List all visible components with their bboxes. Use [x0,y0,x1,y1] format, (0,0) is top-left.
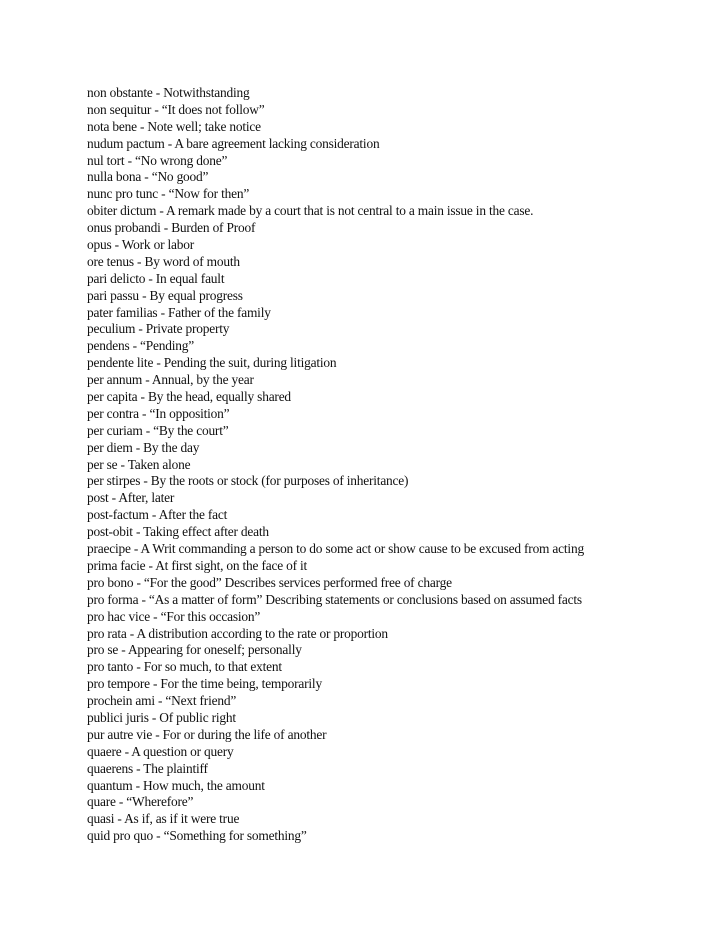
glossary-entry: ore tenus - By word of mouth [87,253,240,269]
glossary-entry: onus probandi - Burden of Proof [87,220,256,236]
glossary-entry: quare - “Wherefore” [87,794,194,810]
glossary-entry: post-obit - Taking effect after death [87,524,269,540]
glossary-entry: praecipe - A Writ commanding a person to do some act or show cause to be excused from acting [87,541,584,557]
glossary-list [87,85,707,845]
glossary-entry: quaere - A question or query [87,743,234,759]
glossary-entry: pro bono - “For the good” Describes services performed free of charge [87,574,452,590]
glossary-entry: non obstante - Notwithstanding [87,85,250,100]
glossary-entry: post-factum - After the fact [87,507,228,523]
glossary-entry: post - After, later [87,490,175,506]
glossary-entry: pro rata - A distribution according to the rate or proportion [87,625,388,641]
glossary-entry: pro tempore - For the time being, temporarily [87,676,322,692]
glossary-entry: pro hac vice - “For this occasion” [87,608,261,624]
glossary-entry: per se - Taken alone [87,456,191,472]
glossary-entry: obiter dictum - A remark made by a court that is not central to a main issue in the case. [87,203,534,219]
glossary-entry: nota bene - Note well; take notice [87,118,261,134]
glossary-entry: pro se - Appearing for oneself; personally [87,642,302,658]
glossary-entry: per annum - Annual, by the year [87,372,254,388]
glossary-entry: quasi - As if, as if it were true [87,811,240,827]
glossary-entry: prochein ami - “Next friend” [87,693,237,709]
glossary-entry: nul tort - “No wrong done” [87,152,228,168]
glossary-entry: pro forma - “As a matter of form” Describing statements or conclusions based on assumed facts [87,591,582,607]
glossary-entry: opus - Work or labor [87,237,194,253]
glossary-entry: quantum - How much, the amount [87,777,265,793]
glossary-entry: non sequitur - “It does not follow” [87,101,265,117]
glossary-entry: per stirpes - By the roots or stock (for purposes of inheritance) [87,473,409,489]
glossary-entry: per diem - By the day [87,439,200,455]
glossary-entry: per capita - By the head, equally shared [87,389,291,405]
glossary-entry: per curiam - “By the court” [87,422,229,438]
glossary-entry: publici juris - Of public right [87,709,236,725]
glossary-entry: nunc pro tunc - “Now for then” [87,186,250,202]
glossary-entry: pari passu - By equal progress [87,287,243,303]
glossary-entry: pur autre vie - For or during the life of another [87,726,327,742]
glossary-entry: pater familias - Father of the family [87,304,271,320]
glossary-entry: per contra - “In opposition” [87,405,230,421]
glossary-entry: pro tanto - For so much, to that extent [87,659,282,675]
glossary-entry: prima facie - At first sight, on the face of it [87,557,308,573]
glossary-entry: nudum pactum - A bare agreement lacking consideration [87,135,380,151]
glossary-entry: quaerens - The plaintiff [87,760,208,776]
glossary-entry: pari delicto - In equal fault [87,270,225,286]
glossary-entry: pendens - “Pending” [87,338,195,354]
glossary-entry: quid pro quo - “Something for something” [87,828,307,844]
glossary-entry: nulla bona - “No good” [87,169,209,185]
glossary-entry: pendente lite - Pending the suit, during litigation [87,355,337,371]
glossary-entry: peculium - Private property [87,321,230,337]
